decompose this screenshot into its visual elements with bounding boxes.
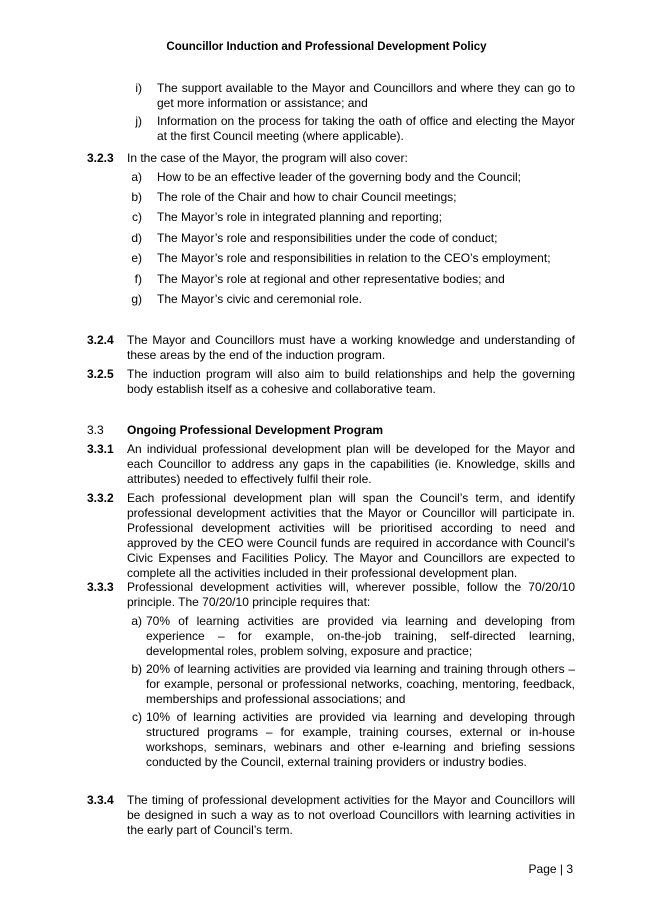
section-text: An individual professional development plan will be developed for the Mayor and each Councillor to address any gaps in the capabilities (ie. Knowledge, skills and attributes) needed to effectively fulfil their role. — [127, 442, 575, 486]
section-heading: Ongoing Professional Development Program — [127, 423, 384, 437]
section-number: 3.3.4 — [87, 793, 114, 807]
section-number: 3.2.5 — [87, 367, 114, 381]
list-item-text: 20% of learning activities are provided via learning and training through others – for example, personal or professional networks, coaching, mentoring, feedback, memberships and professional associations; and — [146, 662, 575, 706]
section-number: 3.3.1 — [87, 442, 114, 456]
list-item-text: The Mayor’s civic and ceremonial role. — [157, 292, 362, 306]
list-item-letter: b) — [131, 190, 142, 204]
section-number: 3.3 — [87, 423, 104, 437]
section-number: 3.3.3 — [87, 580, 114, 594]
list-item-letter: j) — [135, 114, 142, 128]
list-item-text: How to be an effective leader of the governing body and the Council; — [157, 170, 522, 184]
list-item-letter: g) — [131, 292, 142, 306]
list-item-letter: d) — [131, 231, 142, 245]
list-item-text: The Mayor’s role and responsibilities in relation to the CEO’s employment; — [157, 251, 551, 265]
list-item-text: The support available to the Mayor and Councillors and where they can go to get more information or assistance; and — [157, 81, 575, 110]
section-text: Professional development activities will, wherever possible, follow the 70/20/10 principle. The 70/20/10 principle requires that: — [127, 580, 575, 609]
section-text: The timing of professional development activities for the Mayor and Councillors will be designed in such a way as to not overload Councillors with learning activities in the early part of Council’s term. — [127, 793, 575, 837]
list-item-text: Information on the process for taking the oath of office and electing the Mayor at the first Council meeting (where applicable). — [157, 114, 575, 143]
section-number: 3.3.2 — [87, 491, 114, 505]
section-number: 3.2.3 — [87, 151, 114, 165]
list-item-letter: a) — [131, 170, 142, 184]
page-header: Councillor Induction and Professional Development Policy — [166, 41, 487, 53]
list-item-letter: a) — [131, 614, 142, 628]
list-item-letter: b) — [131, 662, 142, 676]
section-text: The induction program will also aim to build relationships and help the governing body establish itself as a cohesive and collaborative team. — [127, 367, 575, 396]
section-text: In the case of the Mayor, the program will also cover: — [127, 151, 408, 165]
list-item-letter: e) — [131, 251, 142, 265]
section-text: The Mayor and Councillors must have a working knowledge and understanding of these areas by the end of the induction program. — [127, 333, 575, 362]
list-item-text: 70% of learning activities are provided via learning and developing from experience – for example, on-the-job training, self-directed learning, developmental roles, problem solving, exposure and practice; — [146, 614, 575, 658]
section-number: 3.2.4 — [87, 333, 114, 347]
list-item-text: The Mayor’s role and responsibilities under the code of conduct; — [157, 231, 498, 245]
list-item-text: The Mayor’s role in integrated planning and reporting; — [157, 210, 443, 224]
list-item-letter: f) — [134, 272, 142, 286]
list-item-letter: i) — [135, 81, 142, 95]
section-text: Each professional development plan will span the Council’s term, and identify professional development activities that the Mayor or Councillor will participate in. Professional development activities will be prioritised according to need and approved by the CEO were Council funds are required in accordance with Council’s Civic Expenses and Facilities Policy. The Mayor and Councillors are expected to complete all the activities included in their professional development plan. — [127, 491, 575, 580]
list-item-text: The role of the Chair and how to chair Council meetings; — [157, 190, 457, 204]
list-item-letter: c) — [132, 210, 142, 224]
list-item-letter: c) — [132, 710, 142, 724]
list-item-text: 10% of learning activities are provided via learning and developing through structured programs – for example, training courses, external or in-house workshops, seminars, webinars and other e-learning and briefing sessions conducted by the Council, external training providers or industry bodies. — [146, 710, 575, 769]
list-item-text: The Mayor’s role at regional and other representative bodies; and — [157, 272, 505, 286]
page-number: Page | 3 — [528, 862, 573, 876]
